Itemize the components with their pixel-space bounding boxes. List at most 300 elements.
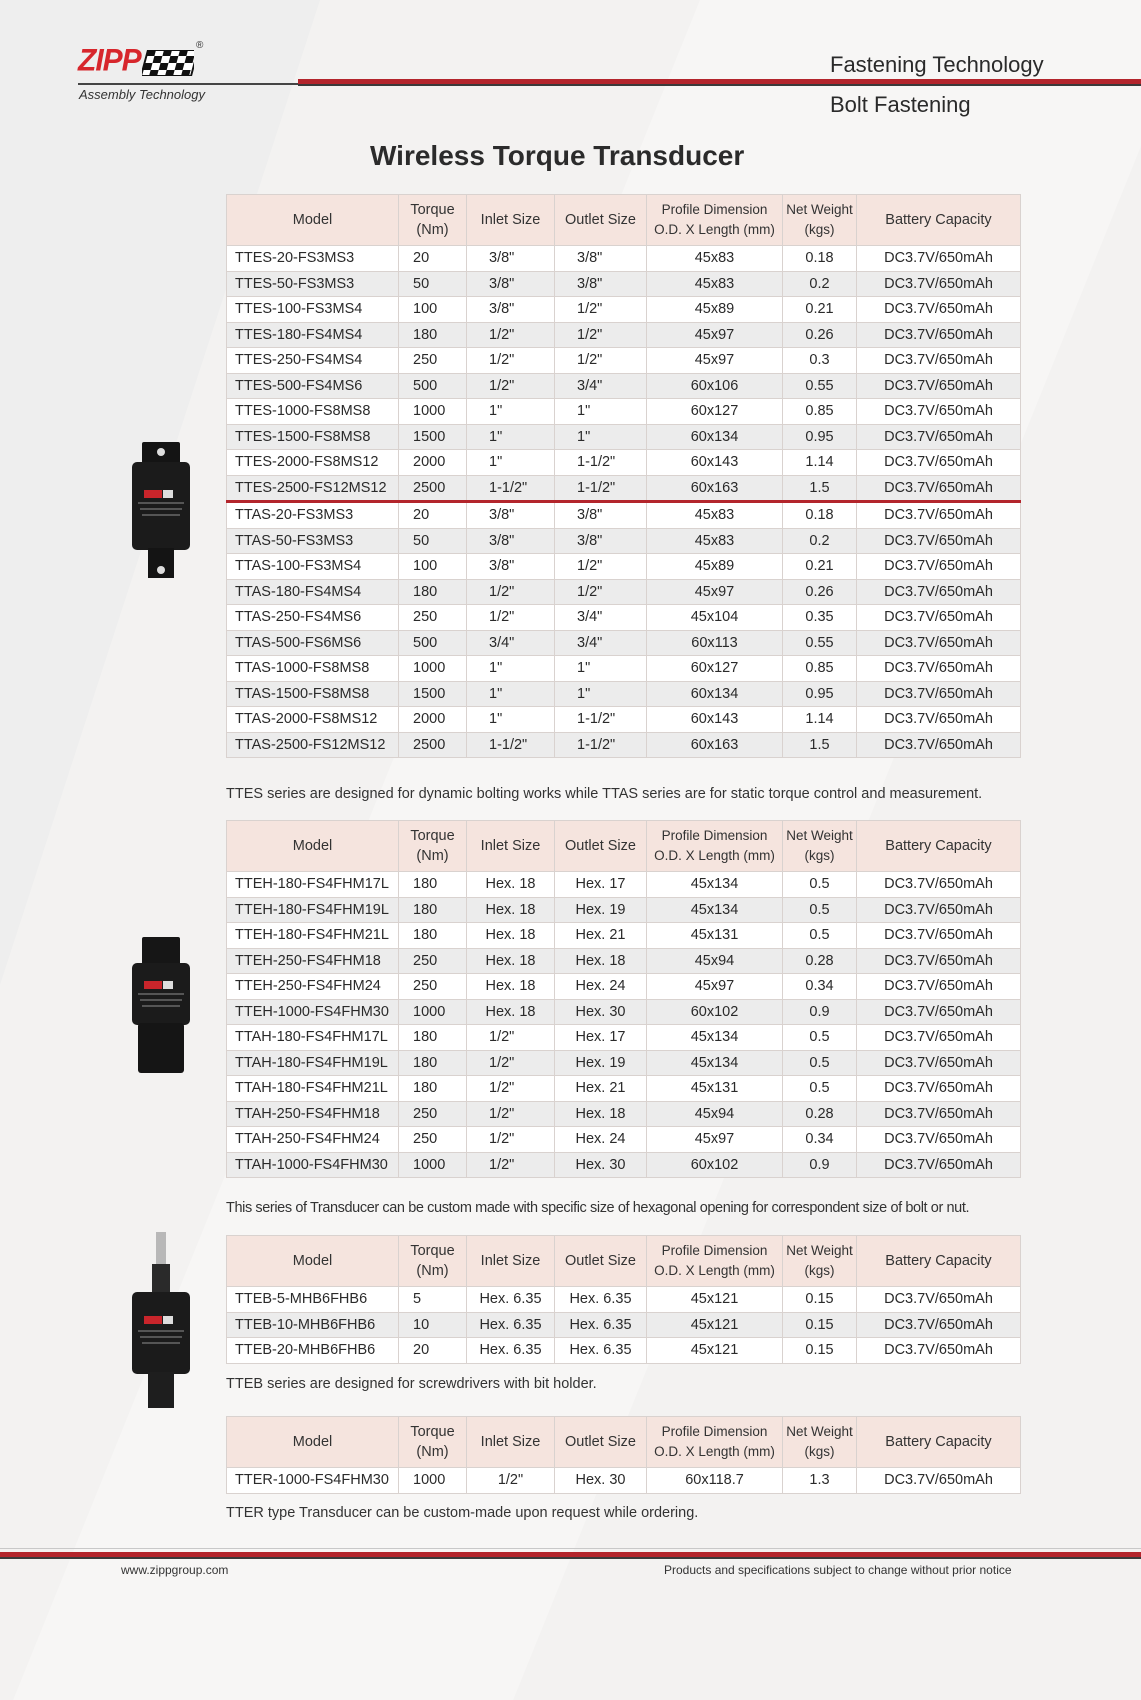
column-header-outlet: Outlet Size (555, 821, 647, 872)
cell-battery: DC3.7V/650mAh (857, 1127, 1021, 1153)
cell-weight: 0.5 (783, 923, 857, 949)
table-row (227, 1025, 1021, 1051)
cell-battery: DC3.7V/650mAh (857, 605, 1021, 631)
cell-profile: 45x134 (647, 872, 783, 898)
cell-model: TTAH-180-FS4FHM19L (227, 1050, 399, 1076)
cell-battery: DC3.7V/650mAh (857, 1312, 1021, 1338)
table-row (227, 1152, 1021, 1178)
cell-inlet: 3/8" (467, 297, 555, 323)
table-row (227, 923, 1021, 949)
cell-battery: DC3.7V/650mAh (857, 1152, 1021, 1178)
cell-outlet: 1" (555, 681, 647, 707)
cell-outlet: 1/2" (555, 554, 647, 580)
cell-battery: DC3.7V/650mAh (857, 271, 1021, 297)
cell-weight: 0.28 (783, 1101, 857, 1127)
cell-model: TTES-50-FS3MS3 (227, 271, 399, 297)
table-row (227, 348, 1021, 374)
cell-inlet: 1/2" (467, 322, 555, 348)
cell-inlet: 1" (467, 424, 555, 450)
cell-model: TTEH-1000-FS4FHM30 (227, 999, 399, 1025)
cell-battery: DC3.7V/650mAh (857, 872, 1021, 898)
cell-model: TTAS-20-FS3MS3 (227, 502, 399, 529)
cell-outlet: 1" (555, 424, 647, 450)
header-rule (298, 79, 1141, 86)
cell-torque: 5 (399, 1287, 467, 1313)
table-row (227, 424, 1021, 450)
cell-profile: 45x97 (647, 348, 783, 374)
cell-outlet: Hex. 21 (555, 1076, 647, 1102)
cell-model: TTES-250-FS4MS4 (227, 348, 399, 374)
cell-battery: DC3.7V/650mAh (857, 681, 1021, 707)
cell-battery: DC3.7V/650mAh (857, 1101, 1021, 1127)
table-row (227, 1287, 1021, 1313)
cell-inlet: Hex. 18 (467, 872, 555, 898)
cell-outlet: Hex. 18 (555, 948, 647, 974)
cell-model: TTEB-20-MHB6FHB6 (227, 1338, 399, 1364)
cell-torque: 500 (399, 630, 467, 656)
logo-wordmark: ZIPP (78, 43, 141, 78)
cell-weight: 0.3 (783, 348, 857, 374)
cell-model: TTAH-250-FS4FHM18 (227, 1101, 399, 1127)
page-title: Wireless Torque Transducer (370, 140, 745, 171)
cell-model: TTAS-180-FS4MS4 (227, 579, 399, 605)
cell-battery: DC3.7V/650mAh (857, 475, 1021, 502)
cell-model: TTAS-500-FS6MS6 (227, 630, 399, 656)
cell-torque: 10 (399, 1312, 467, 1338)
cell-torque: 180 (399, 872, 467, 898)
column-header-inlet: Inlet Size (467, 821, 555, 872)
table-row (227, 999, 1021, 1025)
cell-torque: 100 (399, 297, 467, 323)
cell-battery: DC3.7V/650mAh (857, 348, 1021, 374)
cell-torque: 250 (399, 605, 467, 631)
cell-torque: 180 (399, 923, 467, 949)
cell-torque: 180 (399, 579, 467, 605)
cell-outlet: 1-1/2" (555, 475, 647, 502)
cell-profile: 45x83 (647, 271, 783, 297)
cell-battery: DC3.7V/650mAh (857, 630, 1021, 656)
cell-battery: DC3.7V/650mAh (857, 528, 1021, 554)
column-header-weight: Net Weight (kgs) (783, 195, 857, 246)
cell-battery: DC3.7V/650mAh (857, 554, 1021, 580)
cell-battery: DC3.7V/650mAh (857, 999, 1021, 1025)
table-row (227, 579, 1021, 605)
table-row (227, 246, 1021, 272)
zipp-logo (78, 40, 204, 78)
cell-model: TTES-180-FS4MS4 (227, 322, 399, 348)
column-header-inlet: Inlet Size (467, 1417, 555, 1468)
cell-outlet: Hex. 19 (555, 897, 647, 923)
cell-battery: DC3.7V/650mAh (857, 897, 1021, 923)
table-row (227, 681, 1021, 707)
cell-weight: 1.14 (783, 450, 857, 476)
cell-battery: DC3.7V/650mAh (857, 1025, 1021, 1051)
cell-outlet: 1-1/2" (555, 707, 647, 733)
cell-torque: 1000 (399, 656, 467, 682)
cell-outlet: Hex. 24 (555, 1127, 647, 1153)
cell-weight: 0.15 (783, 1338, 857, 1364)
cell-torque: 250 (399, 974, 467, 1000)
cell-inlet: Hex. 6.35 (467, 1287, 555, 1313)
cell-model: TTAH-1000-FS4FHM30 (227, 1152, 399, 1178)
cell-inlet: 1/2" (467, 1050, 555, 1076)
cell-battery: DC3.7V/650mAh (857, 1468, 1021, 1494)
column-header-profile: Profile Dimension O.D. X Length (mm) (647, 1417, 783, 1468)
cell-outlet: 1/2" (555, 322, 647, 348)
table-row (227, 1101, 1021, 1127)
cell-outlet: 3/8" (555, 528, 647, 554)
cell-profile: 45x134 (647, 1025, 783, 1051)
table-row (227, 732, 1021, 758)
cell-profile: 60x127 (647, 656, 783, 682)
cell-profile: 45x97 (647, 322, 783, 348)
cell-weight: 0.5 (783, 1076, 857, 1102)
cell-profile: 45x97 (647, 974, 783, 1000)
cell-model: TTEB-10-MHB6FHB6 (227, 1312, 399, 1338)
cell-outlet: 1-1/2" (555, 732, 647, 758)
table-note-hex: This series of Transducer can be custom made with specific size of hexagonal opening for correspondent size of bolt or nut. (226, 1200, 970, 1216)
table-row (227, 630, 1021, 656)
cell-outlet: 3/8" (555, 502, 647, 529)
cell-torque: 2000 (399, 707, 467, 733)
cell-profile: 60x102 (647, 1152, 783, 1178)
spec-table-square-drive (226, 194, 1021, 758)
cell-outlet: Hex. 18 (555, 1101, 647, 1127)
cell-model: TTAS-2500-FS12MS12 (227, 732, 399, 758)
cell-model: TTAS-50-FS3MS3 (227, 528, 399, 554)
cell-battery: DC3.7V/650mAh (857, 322, 1021, 348)
table-row (227, 974, 1021, 1000)
cell-weight: 0.95 (783, 424, 857, 450)
cell-battery: DC3.7V/650mAh (857, 373, 1021, 399)
cell-model: TTER-1000-FS4FHM30 (227, 1468, 399, 1494)
cell-profile: 60x118.7 (647, 1468, 783, 1494)
column-header-outlet: Outlet Size (555, 195, 647, 246)
logo-underline (78, 83, 298, 85)
cell-torque: 250 (399, 348, 467, 374)
cell-model: TTES-100-FS3MS4 (227, 297, 399, 323)
cell-profile: 45x89 (647, 554, 783, 580)
table-row (227, 528, 1021, 554)
cell-outlet: Hex. 6.35 (555, 1312, 647, 1338)
cell-profile: 60x106 (647, 373, 783, 399)
cell-weight: 0.34 (783, 1127, 857, 1153)
table-row (227, 322, 1021, 348)
logo-tagline: Assembly Technology (79, 87, 205, 102)
cell-model: TTES-20-FS3MS3 (227, 246, 399, 272)
cell-torque: 1500 (399, 424, 467, 450)
cell-outlet: 3/8" (555, 246, 647, 272)
cell-battery: DC3.7V/650mAh (857, 579, 1021, 605)
cell-profile: 45x94 (647, 1101, 783, 1127)
cell-torque: 100 (399, 554, 467, 580)
cell-inlet: 3/8" (467, 246, 555, 272)
table-row (227, 271, 1021, 297)
table-row (227, 948, 1021, 974)
cell-battery: DC3.7V/650mAh (857, 1050, 1021, 1076)
cell-model: TTEH-180-FS4FHM17L (227, 872, 399, 898)
cell-profile: 45x104 (647, 605, 783, 631)
column-header-torque: Torque (Nm) (399, 1417, 467, 1468)
table-header-row (227, 195, 1021, 246)
table-row (227, 656, 1021, 682)
table-row (227, 502, 1021, 529)
cell-battery: DC3.7V/650mAh (857, 297, 1021, 323)
cell-inlet: 1" (467, 656, 555, 682)
cell-weight: 0.95 (783, 681, 857, 707)
cell-inlet: Hex. 6.35 (467, 1338, 555, 1364)
cell-torque: 1000 (399, 1152, 467, 1178)
registered-mark: ® (196, 40, 204, 51)
column-header-torque: Torque (Nm) (399, 195, 467, 246)
column-header-outlet: Outlet Size (555, 1236, 647, 1287)
cell-profile: 60x143 (647, 450, 783, 476)
cell-model: TTES-1000-FS8MS8 (227, 399, 399, 425)
table-row (227, 605, 1021, 631)
table-row (227, 1468, 1021, 1494)
cell-profile: 60x143 (647, 707, 783, 733)
cell-weight: 0.28 (783, 948, 857, 974)
column-header-torque: Torque (Nm) (399, 821, 467, 872)
cell-weight: 0.55 (783, 373, 857, 399)
column-header-model: Model (227, 1417, 399, 1468)
cell-outlet: 1" (555, 656, 647, 682)
cell-battery: DC3.7V/650mAh (857, 424, 1021, 450)
cell-inlet: 3/8" (467, 271, 555, 297)
cell-inlet: 1" (467, 681, 555, 707)
column-header-outlet: Outlet Size (555, 1417, 647, 1468)
cell-torque: 180 (399, 1025, 467, 1051)
cell-weight: 0.55 (783, 630, 857, 656)
cell-torque: 20 (399, 502, 467, 529)
cell-weight: 0.5 (783, 1050, 857, 1076)
column-header-profile: Profile Dimension O.D. X Length (mm) (647, 195, 783, 246)
cell-torque: 250 (399, 1101, 467, 1127)
cell-inlet: 1/2" (467, 1101, 555, 1127)
table-row (227, 897, 1021, 923)
cell-model: TTAH-180-FS4FHM21L (227, 1076, 399, 1102)
cell-inlet: 1" (467, 450, 555, 476)
table-row (227, 554, 1021, 580)
cell-weight: 0.85 (783, 656, 857, 682)
cell-inlet: 1-1/2" (467, 732, 555, 758)
cell-outlet: Hex. 30 (555, 1468, 647, 1494)
cell-outlet: Hex. 21 (555, 923, 647, 949)
cell-inlet: 1/2" (467, 1127, 555, 1153)
cell-outlet: 3/4" (555, 605, 647, 631)
cell-battery: DC3.7V/650mAh (857, 246, 1021, 272)
column-header-battery: Battery Capacity (857, 195, 1021, 246)
cell-inlet: 1" (467, 707, 555, 733)
column-header-torque: Torque (Nm) (399, 1236, 467, 1287)
table-row (227, 297, 1021, 323)
cell-profile: 45x121 (647, 1338, 783, 1364)
cell-model: TTES-500-FS4MS6 (227, 373, 399, 399)
cell-torque: 2000 (399, 450, 467, 476)
cell-battery: DC3.7V/650mAh (857, 732, 1021, 758)
cell-weight: 1.5 (783, 475, 857, 502)
cell-torque: 1500 (399, 681, 467, 707)
cell-outlet: 1/2" (555, 579, 647, 605)
cell-profile: 45x131 (647, 1076, 783, 1102)
cell-weight: 0.9 (783, 999, 857, 1025)
cell-inlet: Hex. 18 (467, 999, 555, 1025)
cell-model: TTES-2500-FS12MS12 (227, 475, 399, 502)
table-header-row (227, 821, 1021, 872)
cell-profile: 45x134 (647, 897, 783, 923)
square-drive-transducer-image (128, 440, 194, 580)
table-row (227, 373, 1021, 399)
cell-outlet: Hex. 17 (555, 1025, 647, 1051)
cell-inlet: Hex. 18 (467, 923, 555, 949)
table-row (227, 450, 1021, 476)
cell-outlet: 1" (555, 399, 647, 425)
cell-torque: 180 (399, 1050, 467, 1076)
cell-model: TTEH-180-FS4FHM19L (227, 897, 399, 923)
cell-torque: 20 (399, 246, 467, 272)
checkered-flag-icon (142, 50, 194, 76)
cell-model: TTEH-180-FS4FHM21L (227, 923, 399, 949)
cell-weight: 0.5 (783, 872, 857, 898)
cell-torque: 1000 (399, 1468, 467, 1494)
cell-model: TTAS-1500-FS8MS8 (227, 681, 399, 707)
table-row (227, 1050, 1021, 1076)
cell-weight: 1.3 (783, 1468, 857, 1494)
cell-weight: 0.35 (783, 605, 857, 631)
cell-profile: 45x83 (647, 246, 783, 272)
cell-model: TTEH-250-FS4FHM18 (227, 948, 399, 974)
cell-outlet: Hex. 17 (555, 872, 647, 898)
column-header-profile: Profile Dimension O.D. X Length (mm) (647, 1236, 783, 1287)
cell-weight: 0.15 (783, 1287, 857, 1313)
column-header-model: Model (227, 821, 399, 872)
cell-inlet: 1-1/2" (467, 475, 555, 502)
cell-inlet: Hex. 18 (467, 974, 555, 1000)
cell-battery: DC3.7V/650mAh (857, 948, 1021, 974)
cell-outlet: 3/8" (555, 271, 647, 297)
spec-table-bit-holder (226, 1235, 1021, 1364)
cell-outlet: Hex. 30 (555, 999, 647, 1025)
cell-weight: 1.5 (783, 732, 857, 758)
cell-inlet: 3/8" (467, 528, 555, 554)
column-header-model: Model (227, 1236, 399, 1287)
cell-inlet: 3/8" (467, 554, 555, 580)
table-row (227, 1338, 1021, 1364)
cell-battery: DC3.7V/650mAh (857, 502, 1021, 529)
cell-weight: 1.14 (783, 707, 857, 733)
spec-table-hex-socket (226, 820, 1021, 1178)
table-row (227, 399, 1021, 425)
cell-profile: 60x163 (647, 475, 783, 502)
cell-model: TTES-1500-FS8MS8 (227, 424, 399, 450)
cell-inlet: 3/4" (467, 630, 555, 656)
cell-inlet: 1" (467, 399, 555, 425)
cell-model: TTEH-250-FS4FHM24 (227, 974, 399, 1000)
cell-battery: DC3.7V/650mAh (857, 974, 1021, 1000)
cell-battery: DC3.7V/650mAh (857, 399, 1021, 425)
table-row (227, 872, 1021, 898)
cell-inlet: 1/2" (467, 1468, 555, 1494)
cell-model: TTES-2000-FS8MS12 (227, 450, 399, 476)
column-header-battery: Battery Capacity (857, 821, 1021, 872)
cell-outlet: Hex. 6.35 (555, 1287, 647, 1313)
cell-inlet: Hex. 18 (467, 897, 555, 923)
cell-profile: 45x83 (647, 528, 783, 554)
cell-model: TTAS-1000-FS8MS8 (227, 656, 399, 682)
column-header-weight: Net Weight (kgs) (783, 1417, 857, 1468)
cell-torque: 500 (399, 373, 467, 399)
cell-inlet: 1/2" (467, 373, 555, 399)
cell-profile: 45x97 (647, 579, 783, 605)
cell-profile: 60x163 (647, 732, 783, 758)
cell-weight: 0.26 (783, 322, 857, 348)
cell-battery: DC3.7V/650mAh (857, 707, 1021, 733)
cell-outlet: Hex. 24 (555, 974, 647, 1000)
column-header-weight: Net Weight (kgs) (783, 1236, 857, 1287)
cell-torque: 2500 (399, 732, 467, 758)
cell-weight: 0.26 (783, 579, 857, 605)
cell-weight: 0.18 (783, 502, 857, 529)
cell-battery: DC3.7V/650mAh (857, 923, 1021, 949)
cell-battery: DC3.7V/650mAh (857, 450, 1021, 476)
cell-profile: 60x113 (647, 630, 783, 656)
cell-torque: 180 (399, 322, 467, 348)
cell-weight: 0.85 (783, 399, 857, 425)
cell-inlet: 1/2" (467, 579, 555, 605)
table-row (227, 1127, 1021, 1153)
column-header-battery: Battery Capacity (857, 1236, 1021, 1287)
cell-inlet: 1/2" (467, 1076, 555, 1102)
cell-outlet: Hex. 6.35 (555, 1338, 647, 1364)
cell-torque: 250 (399, 1127, 467, 1153)
cell-weight: 0.5 (783, 1025, 857, 1051)
cell-torque: 2500 (399, 475, 467, 502)
table-header-row (227, 1417, 1021, 1468)
cell-weight: 0.5 (783, 897, 857, 923)
cell-battery: DC3.7V/650mAh (857, 1287, 1021, 1313)
bit-holder-transducer-image (128, 1230, 194, 1410)
cell-weight: 0.2 (783, 271, 857, 297)
cell-torque: 180 (399, 1076, 467, 1102)
cell-weight: 0.18 (783, 246, 857, 272)
table-note-tter: TTER type Transducer can be custom-made upon request while ordering. (226, 1505, 699, 1521)
spec-table-tter (226, 1416, 1021, 1494)
footer-disclaimer: Products and specifications subject to change without prior notice (664, 1563, 1012, 1577)
cell-weight: 0.21 (783, 297, 857, 323)
column-header-model: Model (227, 195, 399, 246)
column-header-battery: Battery Capacity (857, 1417, 1021, 1468)
cell-model: TTAS-2000-FS8MS12 (227, 707, 399, 733)
cell-profile: 45x121 (647, 1312, 783, 1338)
cell-torque: 1000 (399, 399, 467, 425)
cell-profile: 45x131 (647, 923, 783, 949)
cell-battery: DC3.7V/650mAh (857, 656, 1021, 682)
table-note-tes-tas: TTES series are designed for dynamic bolting works while TTAS series are for static torque control and measurement. (226, 786, 983, 802)
footer-website-link[interactable]: www.zippgroup.com (121, 1563, 229, 1577)
cell-profile: 60x134 (647, 424, 783, 450)
cell-weight: 0.21 (783, 554, 857, 580)
cell-inlet: 1/2" (467, 348, 555, 374)
cell-outlet: Hex. 30 (555, 1152, 647, 1178)
cell-torque: 50 (399, 528, 467, 554)
cell-outlet: 1-1/2" (555, 450, 647, 476)
column-header-weight: Net Weight (kgs) (783, 821, 857, 872)
cell-inlet: 1/2" (467, 1025, 555, 1051)
cell-torque: 250 (399, 948, 467, 974)
table-header-row (227, 1236, 1021, 1287)
column-header-profile: Profile Dimension O.D. X Length (mm) (647, 821, 783, 872)
table-row (227, 1312, 1021, 1338)
